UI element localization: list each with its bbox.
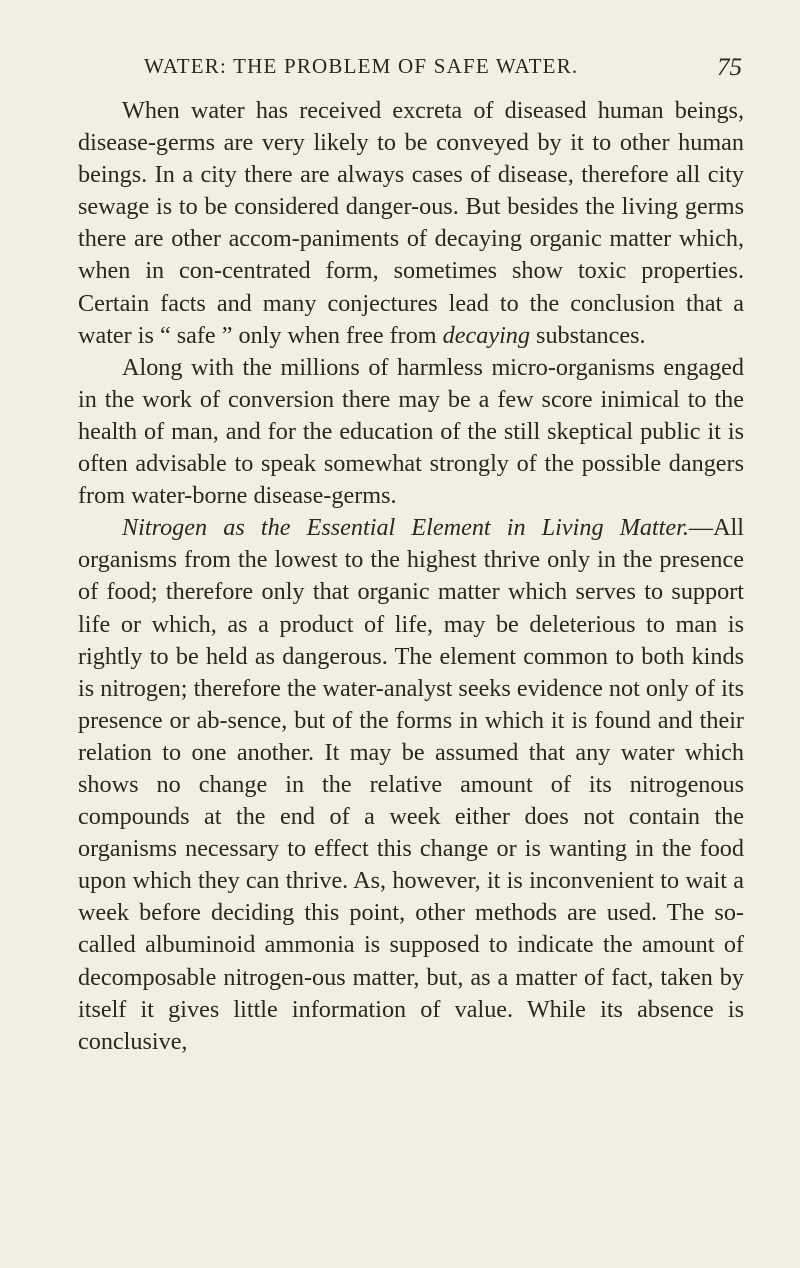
paragraph-3 — [78, 512, 744, 1058]
page-number: 75 — [717, 54, 742, 81]
paragraph-2-text: Along with the millions of harmless micro-organisms engaged in the work of conversion there may be a few score inimical to the health of man, and for the education of the still skeptical public it is often advisable to speak somewhat strongly of the possible dangers from water-borne disease-germs. — [78, 353, 744, 510]
paragraph-1-end: substances. — [529, 321, 646, 349]
body-text — [78, 95, 744, 1058]
section-heading: Nitrogen as the Essential Element in Living Matter. — [122, 514, 689, 542]
paragraph-2 — [78, 352, 744, 512]
paragraph-1-text: When water has received excreta of diseased human beings, disease-germs are very likely to be conveyed by it to other human beings. In a city there are always cases of disease, therefore all city sewage is to be considered danger-ous. But besides the living germs there are other accom-paniments of decaying organic matter which, when in con-centrated form, sometimes show toxic properties. Certain facts and many conjectures lead to the conclusion that a water is “ safe ” only when free from — [78, 97, 744, 349]
paragraph-1 — [78, 95, 744, 352]
running-title: WATER: THE PROBLEM OF SAFE WATER. — [144, 54, 579, 78]
paragraph-3-text: —All organisms from the lowest to the highest thrive only in the presence of food; therefore only that organic matter which serves to support life or which, as a product of life, may be deleterious to man is rightly to be held as dangerous. The element common to both kinds is nitrogen; therefore the water-analyst seeks evidence not only of its presence or ab-sence, but of the forms in which it is found and their relation to one another. It may be assumed that any water which shows no change in the relative amount of its nitrogenous compounds at the end of a week either does not contain the organisms necessary to effect this change or is wanting in the food upon which they can thrive. As, however, it is inconvenient to wait a week before deciding this point, other methods are used. The so-called albuminoid ammonia is supposed to indicate the amount of decomposable nitrogen-ous matter, but, as a matter of fact, taken by itself it gives little information of value. While its absence is conclusive, — [78, 514, 744, 1055]
paragraph-1-emphasis: decaying — [442, 321, 530, 349]
running-head — [78, 54, 742, 94]
